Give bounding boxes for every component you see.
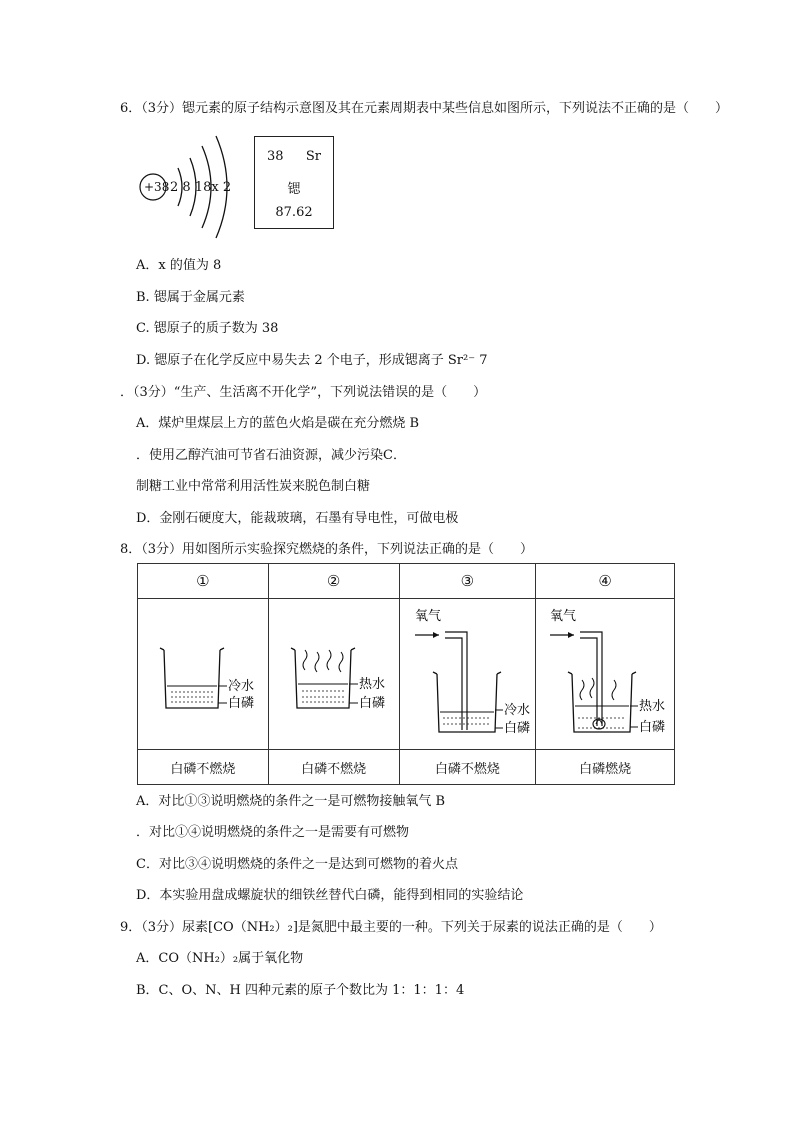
label-oxygen: 氧气 <box>415 609 442 624</box>
beaker-oxygen-cold-water <box>401 600 533 748</box>
question-8-stem: 8．（3分）用如图所示实验探究燃烧的条件，下列说法正确的是（ ） <box>120 542 534 557</box>
result-1: 白磷不燃烧 <box>138 750 269 785</box>
question-7-stem: ．（3分）“生产、生活离不开化学”，下列说法错误的是（ ） <box>120 385 487 400</box>
label-white-phosphorus: 白磷 <box>227 696 254 711</box>
result-4: 白磷燃烧 <box>536 750 675 785</box>
label-oxygen: 氧气 <box>550 609 577 624</box>
apparatus-3-cell <box>399 599 536 750</box>
apparatus-1-cell <box>138 599 269 750</box>
periodic-table-cell <box>254 136 334 229</box>
result-3: 白磷不燃烧 <box>399 750 536 785</box>
header-1: ① <box>138 564 269 599</box>
shell-electron-counts: 2 8 18x 2 <box>170 180 232 195</box>
q8-option-b: ．对比①④说明燃烧的条件之一是需要有可燃物 <box>136 825 410 840</box>
atomic-mass: 87.62 <box>275 205 313 220</box>
header-4: ④ <box>536 564 675 599</box>
element-name: 锶 <box>287 182 301 197</box>
q9-option-b: B．C、O、N、H 四种元素的原子个数比为 1：1：1：4 <box>136 983 465 998</box>
strontium-atom-structure-diagram <box>138 128 248 246</box>
beaker-oxygen-hot-water <box>538 600 672 748</box>
result-2: 白磷不燃烧 <box>268 750 399 785</box>
label-cold-water: 冷水 <box>504 703 531 718</box>
q8-option-d: D．本实验用盘成螺旋状的细铁丝替代白磷，能得到相同的实验结论 <box>136 888 524 903</box>
label-hot-water: 热水 <box>358 677 385 692</box>
q8-option-a: A．对比①③说明燃烧的条件之一是可燃物接触氧气 B <box>136 794 446 809</box>
q7-line-2: ．使用乙醇汽油可节省石油资源，减少污染C． <box>136 448 406 463</box>
beaker-cold-water <box>140 600 266 748</box>
q9-option-a: A．CO（NH₂）₂属于氧化物 <box>136 951 304 966</box>
question-9-stem: 9．（3分）尿素[CO（NH₂）₂]是氮肥中最主要的一种。下列关于尿素的说法正确的是（ ） <box>120 920 662 935</box>
q8-option-c: C．对比③④说明燃烧的条件之一是达到可燃物的着火点 <box>136 857 458 872</box>
atomic-number: 38 <box>267 149 284 164</box>
label-white-phosphorus: 白磷 <box>504 721 531 736</box>
header-2: ② <box>268 564 399 599</box>
label-hot-water: 热水 <box>639 699 666 714</box>
beaker-hot-water <box>271 600 397 748</box>
label-white-phosphorus: 白磷 <box>639 720 666 735</box>
q6-option-d: D. 锶原子在化学反应中易失去 2 个电子，形成锶离子 Sr²⁻ 7 <box>136 353 488 368</box>
q7-line-4: D．金刚石硬度大，能裁玻璃，石墨有导电性，可做电极 <box>136 511 459 526</box>
label-cold-water: 冷水 <box>227 679 254 694</box>
apparatus-2-cell <box>268 599 399 750</box>
q6-option-b: B. 锶属于金属元素 <box>136 290 245 305</box>
question-6-stem: 6．（3分）锶元素的原子结构示意图及其在元素周期表中某些信息如图所示，下列说法不正确的是（ ） <box>120 101 729 116</box>
header-3: ③ <box>399 564 536 599</box>
element-symbol: Sr <box>305 149 321 164</box>
q7-line-1: A．煤炉里煤层上方的蓝色火焰是碳在充分燃烧 B <box>136 416 420 431</box>
apparatus-4-cell <box>536 599 675 750</box>
q6-option-c: C. 锶原子的质子数为 38 <box>136 321 279 336</box>
q6-option-a: A．x 的值为 8 <box>136 258 222 273</box>
experiment-table <box>137 563 675 785</box>
label-white-phosphorus: 白磷 <box>358 696 385 711</box>
nucleus-charge: +38 <box>144 180 170 194</box>
q7-line-3: 制糖工业中常常利用活性炭来脱色制白糖 <box>136 479 371 494</box>
